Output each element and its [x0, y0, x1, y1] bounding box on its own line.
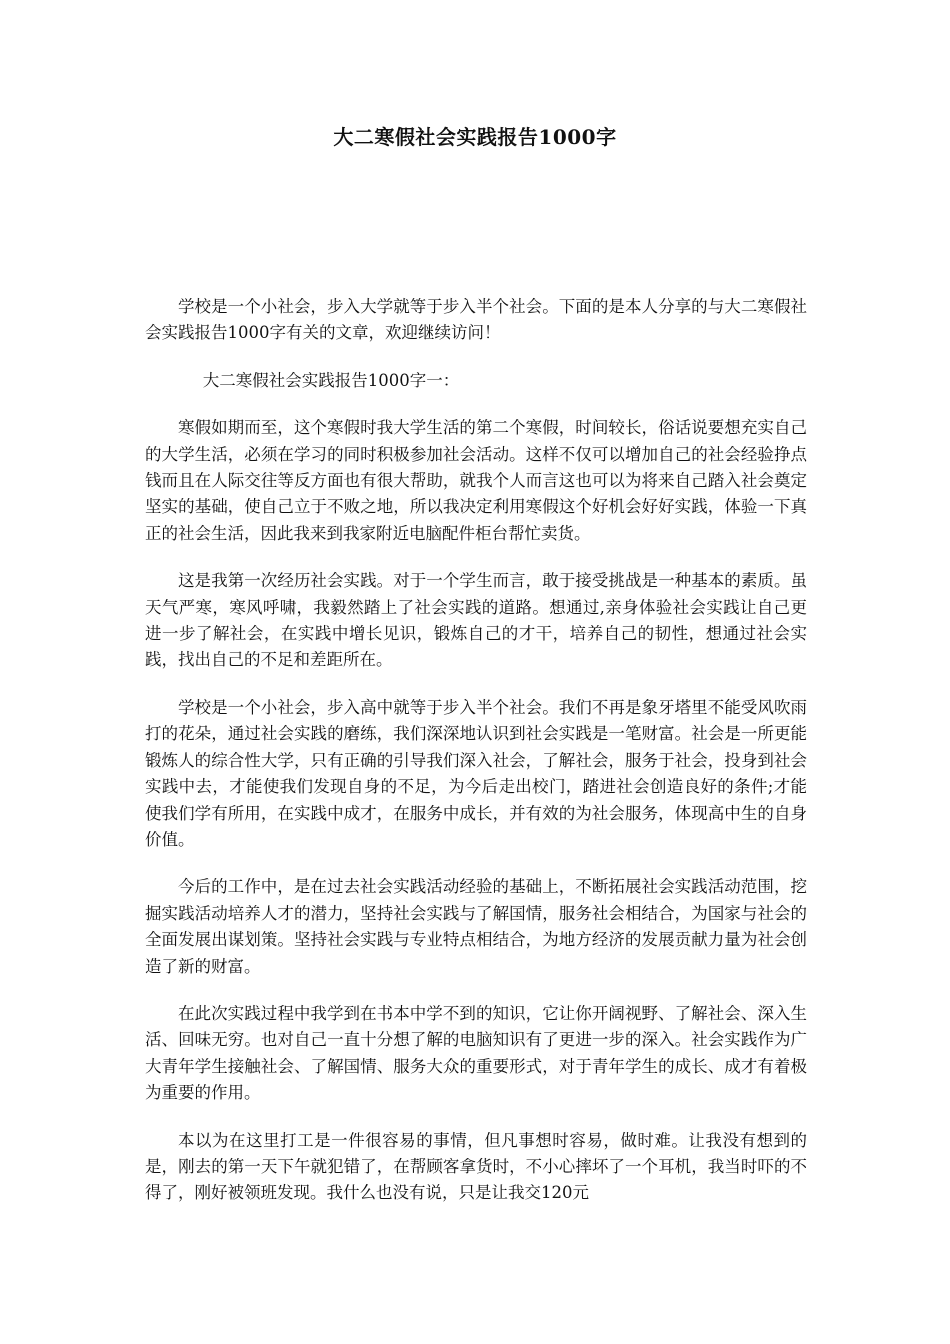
body-paragraph-1: 寒假如期而至，这个寒假时我大学生活的第二个寒假，时间较长，俗话说要想充实自己的大学生活，必须在学习的同时积极参加社会活动。这样不仅可以增加自己的社会经验挣点钱而且在人际交往等反方面也有很大帮助，就我个人而言这也可以为将来自己踏入社会奠定坚实的基础，使自己立于不败之地，所以我决定利用寒假这个好机会好好实践，体验一下真正的社会生活，因此我来到我家附近电脑配件柜台帮忙卖货。 — [145, 418, 807, 543]
body-paragraph-3: 学校是一个小社会，步入高中就等于步入半个社会。我们不再是象牙塔里不能受风吹雨打的花朵，通过社会实践的磨练，我们深深地认识到社会实践是一笔财富。社会是一所更能锻炼人的综合性大学，只有正确的引导我们深入社会，了解社会，服务于社会，投身到社会实践中去，才能使我们发现自身的不足，为今后走出校门，踏进社会创造良好的条件;才能使我们学有所用，在实践中成才，在服务中成长，并有效的为社会服务，体现高中生的自身价值。 — [145, 697, 807, 849]
document-body — [145, 294, 807, 1228]
body-paragraph-2: 这是我第一次经历社会实践。对于一个学生而言，敢于接受挑战是一种基本的素质。虽天气严寒，寒风呼啸，我毅然踏上了社会实践的道路。想通过,亲身体验社会实践让自己更进一步了解社会，在实践中增长见识，锻炼自己的才干，培养自己的韧性，想通过社会实践，找出自己的不足和差距所在。 — [145, 571, 807, 670]
section-heading: 大二寒假社会实践报告1000字一： — [202, 370, 460, 390]
document-title: 大二寒假社会实践报告1000字 — [333, 125, 617, 149]
body-paragraph-5: 在此次实践过程中我学到在书本中学不到的知识，它让你开阔视野、了解社会、深入生活、回味无穷。也对自己一直十分想了解的电脑知识有了更进一步的深入。社会实践作为广大青年学生接触社会、了解国情、服务大众的重要形式，对于青年学生的成长、成才有着极为重要的作用。 — [145, 1003, 807, 1103]
body-paragraph-4: 今后的工作中，是在过去社会实践活动经验的基础上，不断拓展社会实践活动范围，挖掘实践活动培养人才的潜力，坚持社会实践与了解国情，服务社会相结合，为国家与社会的全面发展出谋划策。坚持社会实践与专业特点相结合，为地方经济的发展贡献力量为社会创造了新的财富。 — [145, 877, 807, 976]
intro-paragraph: 学校是一个小社会，步入大学就等于步入半个社会。下面的是本人分享的与大二寒假社会实践报告1000字有关的文章，欢迎继续访问！ — [145, 297, 807, 343]
body-paragraph-6: 本以为在这里打工是一件很容易的事情，但凡事想时容易，做时难。让我没有想到的是，刚去的第一天下午就犯错了，在帮顾客拿货时，不小心摔坏了一个耳机，我当时吓的不得了，刚好被领班发现。我什么也没有说，只是让我交120元 — [145, 1130, 807, 1203]
